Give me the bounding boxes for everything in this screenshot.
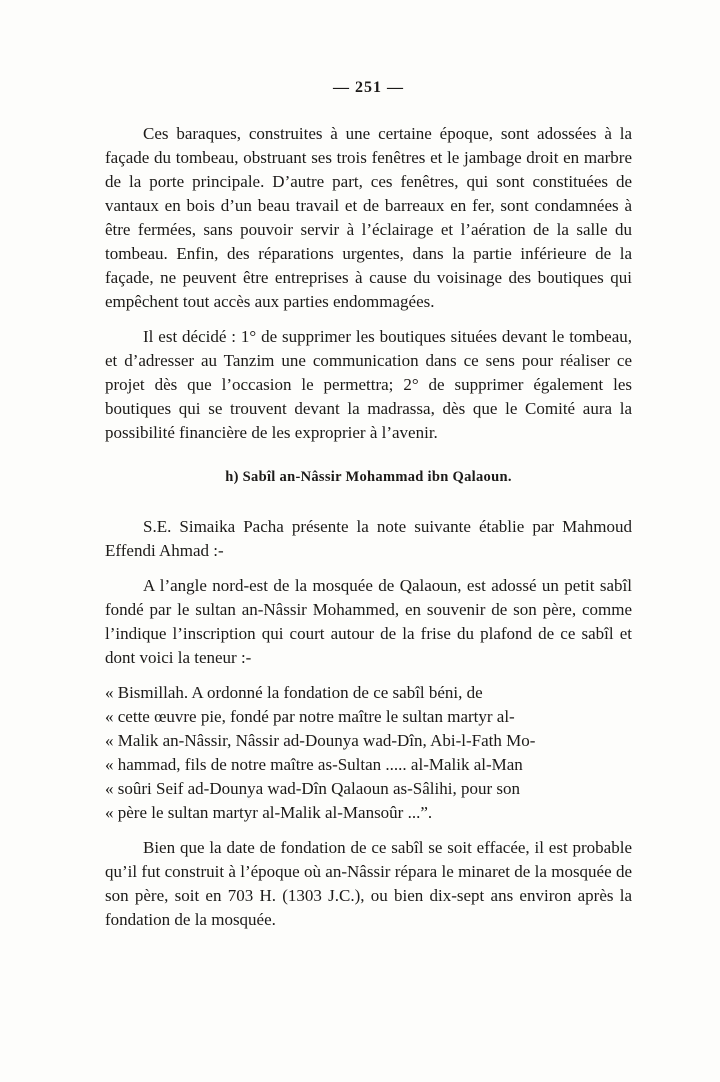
section-heading-sabil: h) Sabîl an-Nâssir Mohammad ibn Qalaoun. bbox=[225, 469, 512, 485]
quote-line: « Bismillah. A ordonné la fondation de ce sabîl béni, de bbox=[105, 683, 483, 702]
quote-line: « cette œuvre pie, fondé par notre maître le sultan martyr al- bbox=[105, 707, 515, 726]
paragraph-date-fondation: Bien que la date de fondation de ce sabîl se soit effacée, il est probable qu’il fut construit à l’époque où an-Nâssir répara le minaret de la mosquée de son père, soit en 703 H. (1303 J.C.), ou bien dix-sept ans environ après la fondation de la mosquée. bbox=[105, 838, 632, 929]
quote-line: « Malik an-Nâssir, Nâssir ad-Dounya wad-Dîn, Abi-l-Fath Mo- bbox=[105, 731, 536, 750]
page-number: — 251 — bbox=[333, 79, 404, 96]
paragraph-simaika-note: S.E. Simaika Pacha présente la note suivante établie par Mahmoud Effendi Ahmad :- bbox=[105, 517, 632, 560]
paragraph-sabil-description: A l’angle nord-est de la mosquée de Qalaoun, est adossé un petit sabîl fondé par le sultan an-Nâssir Mohammed, en souvenir de son père, comme l’indique l’inscription qui court autour de la frise du plafond de ce sabîl et dont voici la teneur :- bbox=[105, 576, 632, 667]
inscription-quote-block bbox=[105, 681, 632, 825]
quote-line: « hammad, fils de notre maître as-Sultan ..... al-Malik al-Man bbox=[105, 755, 523, 774]
quote-line: « soûri Seif ad-Dounya wad-Dîn Qalaoun as-Sâlihi, pour son bbox=[105, 779, 521, 798]
paragraph-baraques: Ces baraques, construites à une certaine époque, sont adossées à la façade du tombeau, obstruant ses trois fenêtres et le jambage droit en marbre de la porte principale. D’autre part, ces fenêtres, qui sont constituées de vantaux en bois d’un beau travail et de barreaux en fer, sont condamnées à être fermées, sans pouvoir servir à l’éclairage et l’aération de la salle du tombeau. Enfin, des réparations urgentes, dans la partie inférieure de la façade, ne peuvent être entreprises à cause du voisinage des boutiques qui empêchent tout accès aux parties endommagées. bbox=[105, 124, 632, 311]
paragraph-decision: Il est décidé : 1° de supprimer les boutiques situées devant le tombeau, et d’adresser au Tanzim une communication dans ce sens pour réaliser ce projet dès que l’occasion le permettra; 2° de supprimer également les boutiques qui se trouvent devant la madrassa, dès que le Comité aura la possibilité financière de les exproprier à l’avenir. bbox=[105, 327, 632, 442]
quote-line: « père le sultan martyr al-Malik al-Mansoûr ...”. bbox=[105, 803, 433, 822]
